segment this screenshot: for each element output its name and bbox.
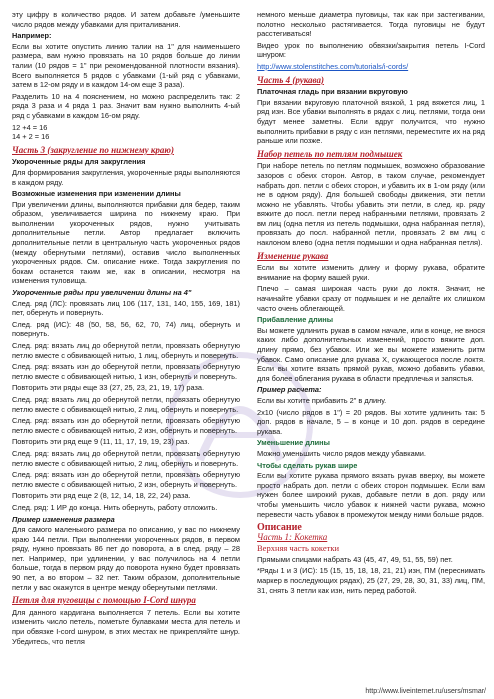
paragraph: эту цифру в количество рядов. И затем добавьте /уменьшите число рядов между убавками для приталивания.: [12, 10, 240, 29]
example-label: Например:: [12, 31, 52, 41]
part1-heading: Часть 1: Кокетка: [257, 531, 328, 542]
right-column: [257, 10, 485, 597]
paragraph: Для данного кардигана выполняется 7 петель. Если вы хотите изменить число петель, пометьте булавками места для петель и при обвязке I-cord шнуром, в этих местах не прикрепляйте шнур. Убедитесь, что петля: [12, 607, 240, 646]
size-example-heading: Пример изменения размера: [12, 514, 115, 524]
upper-yoke-heading: Верхняя часть кокетки: [257, 543, 340, 554]
paragraph: Повторить эти ряд еще 9 (11, 11, 17, 19, 19, 23) раз.: [12, 437, 190, 447]
part3-heading: Часть 3 (закругление по нижнему краю): [12, 144, 174, 155]
paragraph: Разделить 10 на 4 пояснением, но можно распределить так: 2 ряда 3 раза и 4 ряда 1 раз. Значит вам нужно выполнить 4-ый ряд с убавками в каждом 16-ом ряду.: [12, 91, 240, 120]
paragraph: След. ряд: вязать изн до обернутой петли, провязать обернутую петлю вместе с обвивающей нитью, 2 изн, обернуть и повернуть.: [12, 416, 240, 435]
part4-heading: Часть 4 (рукава): [257, 74, 325, 85]
tutorial-link[interactable]: http://www.stolenstitches.com/tutorials/i-cords/: [257, 61, 409, 71]
paragraph: Повторить эти ряды еще 33 (27, 25, 23, 21, 19, 17) раза.: [12, 383, 205, 393]
paragraph: След. ряд: вязать лиц до обернутой петли, провязать обернутую петлю вместе с обвивающей нитью, 2 лиц, обернуть и повернуть.: [12, 448, 240, 468]
calc-line: 12 +4 = 16: [12, 122, 48, 132]
footer-url[interactable]: http://www.liveinternet.ru/users/msmar/: [365, 688, 486, 695]
paragraph: Если вы хотите опустить линию талии на 1" для наименьшего размера, вам нужно провязать на 10 рядов больше до линии талии (10 рядов = 1" при рекомендованной плотности вязания). Всего выполняется 5 рядов с убавками (1-ый ряд с убавками, затем в 12-ом ряду и в каждом 14-ом еще 3 раза).: [12, 41, 240, 90]
paragraph: *Ряды 1 и 3 (ИС): 15 (15, 15, 18, 18, 21, 21) изн, ПМ (переснимать маркер в последующих рядах), 25 (27, 29, 28, 30, 31, 33) лиц, ПМ, 31, снять 3 петли как изн, нить перед работой.: [257, 566, 485, 595]
paragraph: Можно уменьшить число рядов между убавками.: [257, 448, 426, 458]
paragraph: Прямыми спицами набрать 43 (45, 47, 49, 51, 55, 59) пет.: [257, 554, 453, 564]
description-title: Описание: [257, 522, 302, 534]
paragraph: След. ряд (ИС): 48 (50, 58, 56, 62, 70, 74) лиц, обернуть и повернуть.: [12, 319, 240, 339]
reduce-length-heading: Уменьшение длины: [257, 438, 330, 448]
wider-heading: Чтобы сделать рукав шире: [257, 460, 358, 470]
add-length-heading: Прибавление длины: [257, 315, 334, 325]
paragraph: След. ряд: вязать лиц до обернутой петли, провязать обернутую петлю вместе с обвивающей нитью, 1 лиц, обернуть и повернуть.: [12, 341, 240, 360]
paragraph: След. ряд: 1 ИР до конца. Нить обернуть, работу отложить.: [12, 502, 218, 512]
paragraph: След. ряд (ЛС): провязать лиц 106 (117, 131, 140, 155, 169, 181) пет, обернуть и повернуть.: [12, 298, 240, 318]
paragraph: При вязании вкруговую платочной вязкой, 1 ряд вяжется лиц, 1 ряд изн. Все убавки выполнять в рядах с лиц. петлями, тогда они будут менее заметны. Если вдруг получится, что нужно выполнить прибавки в ряду с изн петлями, переместите их на ряд раньше или позже.: [257, 97, 485, 146]
paragraph: Если вы хотите рукава прямого вязать рукав вверху, вы можете просто набрать доп. петли с обеих сторон подмышек. Если вам нужен более широкий рукав, добавьте петли в доп. ряду или чтобы уменьшить число убавок к нижней части рукава, можно перевести часть убавок в промежуток между ними больше рядов.: [257, 471, 485, 519]
paragraph: След. ряд: вязать изн до обернутой петли, провязать обернутую петлю вместе с обвивающей нитью, 1 изн, обернуть и повернуть.: [12, 362, 240, 381]
sleeve-changes-heading: Изменение рукава: [257, 250, 329, 261]
calc-example-heading: Пример расчета:: [257, 385, 322, 395]
paragraph: Повторить эти ряд еще 2 (8, 12, 14, 18, 22, 24) раза.: [12, 491, 191, 501]
paragraph: Для самого маленького размера по описанию, у вас по нижнему краю 144 петли. При выполнении укороченных рядов, в первом ряду, нужно провязать 86 пет до поворота, а в след. ряду – 28 пет. Например, при удлинении, у вас получилось на 4 петли больше, тогда в первом ряду до поворота нужно будет провязать 90 пет, а во втором – 32 пет. Таким образом, дополнительные петли у вас окажутся в центре между обернутыми петлями.: [12, 525, 240, 592]
left-column: [12, 10, 240, 648]
paragraph: При увеличении длины, выполняются прибавки для бедер, таким образом, увеличивается ширина по нижнему краю. При выполнении укороченных рядов, нужно учитывать дополнительные петли. Автор предлагает включить дополнительные петли в центральную часть укороченных рядов (между обернутыми петлями), оставив число выполненных укороченных рядов. См. описание ниже. Тогда закругления по бокам останется таким же, как в описании, несмотря на изменения туловища.: [12, 199, 240, 286]
short-rows-4-heading: Укороченные ряды при увеличении длины на 4": [12, 288, 192, 298]
paragraph: Плечо – самая широкая часть руки до локтя. Значит, не начинайте убавки сразу от подмышек и не делайте их слишком часто очень облегающей.: [257, 284, 485, 313]
paragraph: Если вы хотите изменить длину и форму рукава, обратите внимание на форму вашей руки.: [257, 263, 485, 282]
paragraph: немного меньше диаметра пуговицы, так как при застегивании, полотно несколько растягивается. Тогда пуговицы не будут расстегиваться!: [257, 10, 485, 39]
paragraph: След. ряд: вязать лиц до обернутой петли, провязать обернутую петлю вместе с обвивающей нитью, 2 лиц, обернуть и повернуть.: [12, 394, 240, 414]
paragraph: Вы можете удлинить рукав в самом начале, или в конце, не внося каких либо дополнительных изменений, просто вяжите доп. длину прямо, без убавок. Или же вы можете изменить ритм убавок. Само описание для рукава Х, сужающегося после локтя. Если вы хотите вязать прямой рукав, можно добавить убавки, для более облегания рукава в области предплечья и запястья.: [257, 325, 485, 383]
paragraph: Если вы хотите прибавить 2" в длину.: [257, 395, 387, 405]
flat-heading: Платочная гладь при вязании вкруговую: [257, 87, 408, 97]
paragraph: След. ряд: вязать изн до обернутой петли, провязать обернутую петлю вместе с обвивающей нитью, 2 изн, обернуть и повернуть.: [12, 470, 240, 489]
paragraph: Для формирования закругления, укороченные ряды выполняются в каждом ряду.: [12, 167, 240, 187]
paragraph: При наборе петель по петлям подмышек, возможно образование зазоров с обеих сторон. Автор, в таком случае, рекомендует набрать доп. петли с обеих сторон, и убавить их в 1-ом ряду (или не в одном ряду). Для большей свободы движения, эти петли можно не убавлять. Чтобы убавить эти петли, в след. кр. ряду вяжите до посл. петли перед набранными петлями, провязать 2 вм лиц (одна петля из петель подмышки, одна набранная петля), провязать до посл. набранной петли, провязать 2 вм лиц с наклоном влево (одна петля подмышки и одна набранная петля).: [257, 161, 485, 248]
underarm-heading: Набор петель по петлям подмышек: [257, 148, 403, 159]
short-rows-heading: Укороченные ряды для закругления: [12, 157, 146, 167]
paragraph: 2х10 (число рядов в 1") = 20 рядов. Вы хотите удлинить так: 5 доп. рядов в начале, 5 – в конце и 10 доп. рядов в середине рукава.: [257, 407, 485, 436]
options-heading: Возможные изменения при изменении длины: [12, 189, 181, 199]
paragraph: Видео урок по выполнению обвязки/закрытия петель I-Cord шнуром:: [257, 40, 485, 60]
buttonhole-heading: Петля для пуговицы с помощью I-Cord шнура: [12, 595, 196, 606]
calc-line: 14 + 2 = 16: [12, 132, 50, 142]
